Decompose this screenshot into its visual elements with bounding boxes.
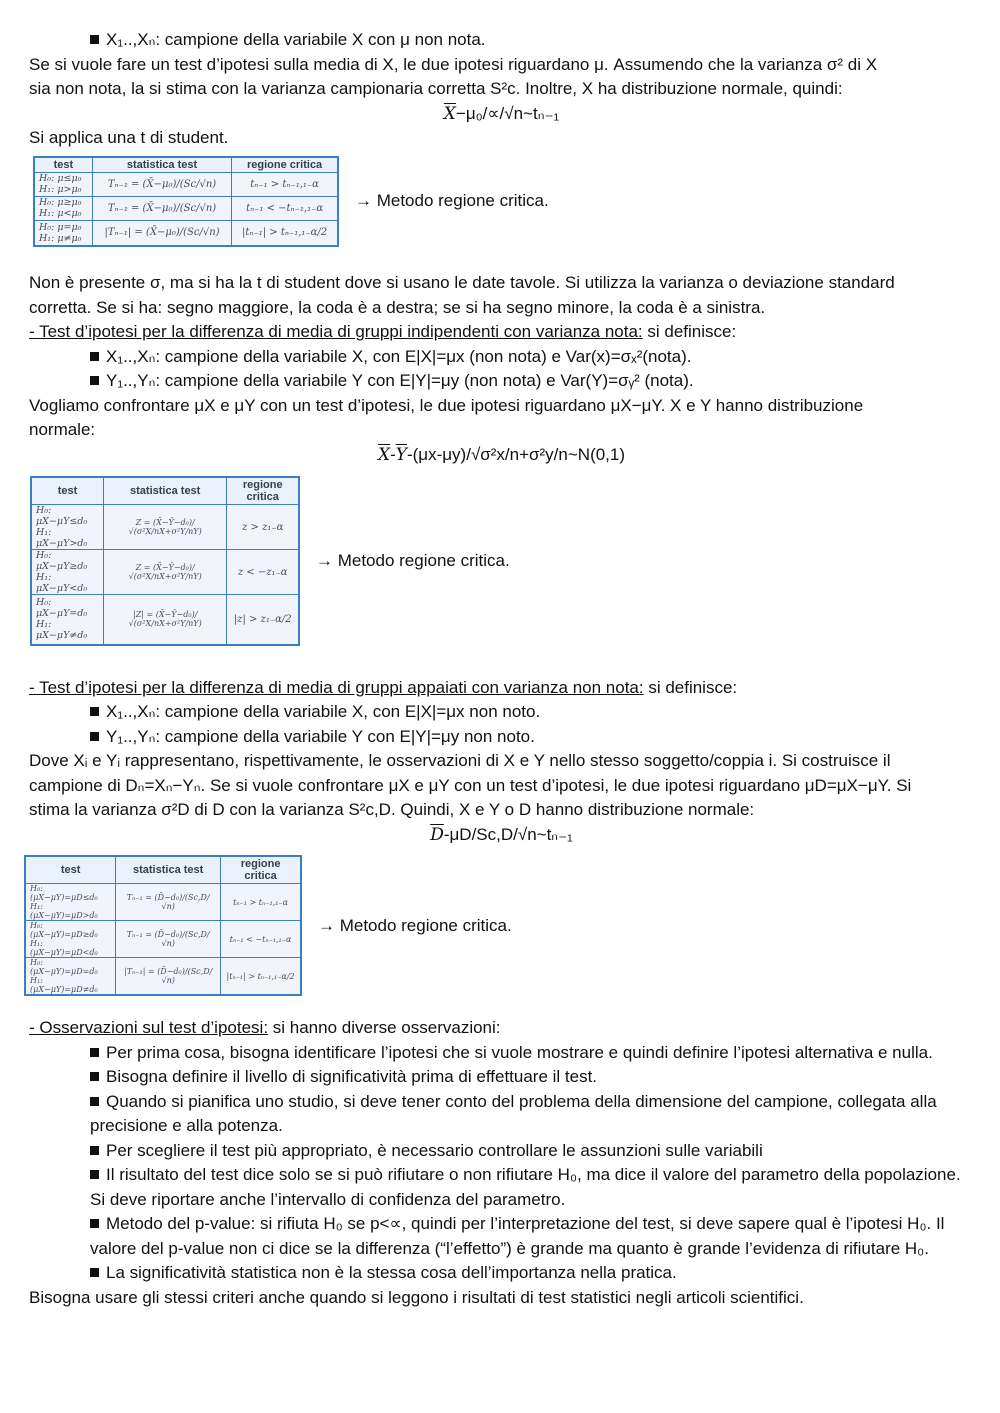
list-item — [29, 1163, 974, 1212]
table-cell: Z = (X̄−Ȳ−d₀)/√(σ²X/nX+σ²Y/nY) — [103, 505, 226, 550]
table-row — [25, 958, 301, 996]
arrow-note: → Metodo regione critica. — [318, 915, 512, 935]
list-item — [29, 369, 974, 394]
paragraph-line: Vogliamo confrontare μX e μY con un test d’ipotesi, le due ipotesi riguardano μX−μY. X e Y hanno distribuzione — [29, 395, 864, 415]
document-page — [29, 28, 974, 1310]
list-item-text: Il risultato del test dice solo se si può rifiutare o non rifiutare H₀, ma dice il valore del parametro della popolazione. Si deve riportare anche l’intervallo di confidenza del parametro. — [90, 1165, 961, 1209]
table-cell: |tₙ₋₁| > tₙ₋₁,₁₋α/2 — [232, 220, 338, 246]
section-heading — [29, 676, 974, 701]
list-item — [29, 1212, 974, 1261]
formula-text: -(μx-μy)/√σ²x/n+σ²y/n~N(0,1) — [406, 444, 626, 464]
formula-overline: $\overline{D}$ — [430, 824, 444, 845]
list-item — [29, 345, 974, 370]
table-cell — [31, 505, 103, 550]
hypothesis-table — [33, 156, 339, 248]
formula — [29, 102, 974, 127]
list-item-text: Y₁..,Yₙ: campione della variabile Y con E|Y|=μy (non nota) e Var(Y)=σᵧ² (nota). — [106, 371, 694, 390]
paragraph-line: corretta. Se si ha: segno maggiore, la coda è a destra; se si ha segno minore, la coda è a sinistra. — [29, 297, 766, 317]
table-header: regione critica — [221, 856, 301, 884]
formula-text: −μ₀/∝/√n~tₙ₋₁ — [455, 103, 560, 123]
table-header: statistica test — [103, 477, 226, 505]
table-row — [25, 884, 301, 921]
table-header: statistica test — [116, 856, 221, 884]
list-item-text: X₁..,Xₙ: campione della variabile X con μ non nota. — [106, 30, 486, 49]
table-cell: z > z₁₋α — [227, 505, 299, 550]
list-item — [29, 700, 974, 725]
hypothesis-h0: H₀: μX−μY≤d₀ — [36, 505, 88, 527]
hypothesis-h0: H₀: μ≥μ₀ — [39, 197, 82, 208]
list-item — [29, 1041, 974, 1066]
bullet-square-icon — [90, 1268, 99, 1277]
table-cell: |z| > z₁₋α/2 — [227, 595, 299, 645]
table-cell — [25, 921, 116, 958]
table-header: regione critica — [232, 157, 338, 173]
heading-underlined: - Test d’ipotesi per la differenza di media di gruppi indipendenti con varianza nota: — [29, 322, 643, 341]
table-header-row — [25, 856, 301, 884]
paragraph-line: Si applica una t di student. — [29, 128, 229, 147]
heading-tail: si hanno diverse osservazioni: — [268, 1018, 501, 1037]
list-item-text: Per scegliere il test più appropriato, è necessario controllare le assunzioni sulle variabili — [106, 1140, 763, 1160]
table-cell: |Tₙ₋₁| = (X̄−μ₀)/(Sc/√n) — [92, 220, 231, 246]
table-cell: Tₙ₋₁ = (D̄−d₀)/(Sc,D/√n) — [116, 884, 221, 921]
arrow-note: → Metodo regione critica. — [316, 550, 510, 570]
hypothesis-h1: H₁: μX−μY<d₀ — [36, 572, 88, 594]
list-item-text: Y₁..,Yₙ: campione della variabile Y con E|Y|=μy non noto. — [106, 726, 535, 746]
hypothesis-table — [30, 476, 300, 646]
table-cell — [31, 550, 103, 595]
heading-tail: si definisce: — [643, 677, 738, 697]
table-header: test — [31, 477, 103, 505]
hypothesis-h1: H₁: μX−μY>d₀ — [36, 527, 88, 549]
formula-text: - — [390, 444, 396, 464]
hypothesis-h1: H₁: (μX−μY)=μD≠d₀ — [30, 976, 98, 994]
paragraph-line: normale: — [29, 420, 96, 439]
hypothesis-h1: H₁: μ≠μ₀ — [39, 232, 82, 244]
hypothesis-table — [24, 855, 302, 996]
table-header: test — [25, 856, 116, 884]
hypothesis-h0: H₀: (μX−μY)=μD≥d₀ — [30, 921, 98, 939]
arrow-note: → Metodo regione critica. — [355, 191, 549, 211]
table-row — [31, 505, 299, 550]
list-item — [29, 1065, 974, 1090]
table-cell — [31, 595, 103, 645]
formula-overline: $\overline{X}$ — [377, 444, 391, 465]
hypothesis-h1: H₁: (μX−μY)=μD>d₀ — [30, 902, 98, 920]
list-item-text: Per prima cosa, bisogna identificare l’ipotesi che si vuole mostrare e quindi definire l’ipotesi alternativa e nulla. — [106, 1042, 933, 1062]
bullet-square-icon — [90, 376, 99, 385]
bullet-square-icon — [90, 732, 99, 741]
list-item-text: Bisogna definire il livello di significatività prima di effettuare il test. — [106, 1067, 598, 1086]
bullet-square-icon — [90, 1048, 99, 1057]
table-cell: Tₙ₋₁ = (X̄−μ₀)/(Sc/√n) — [92, 172, 231, 196]
hypothesis-h1: H₁: μ<μ₀ — [39, 208, 82, 219]
table-cell — [34, 196, 92, 220]
heading-tail: si definisce: — [642, 322, 737, 341]
list-item-text: Metodo del p-value: si rifiuta H₀ se p<∝, quindi per l’interpretazione del test, si deve sapere qual è l’ipotesi H₀. Il valore del p-value non ci dice se la differenza (“l’effetto”) è grande ma quanto è grande l’evidenza di rifiutare H₀. — [90, 1214, 945, 1258]
table-header: test — [34, 157, 92, 173]
list-item — [29, 1261, 974, 1286]
hypothesis-h0: H₀: μ≤μ₀ — [39, 173, 82, 184]
bullet-square-icon — [90, 1219, 99, 1228]
formula — [29, 443, 974, 468]
formula-overline: $\overline{Y}$ — [395, 444, 407, 465]
table-cell — [34, 172, 92, 196]
table-cell: Tₙ₋₁ = (X̄−μ₀)/(Sc/√n) — [92, 196, 231, 220]
paragraph-line: stima la varianza σ²D di D con la varianza S²c,D. Quindi, X e Y o D hanno distribuzione normale: — [29, 800, 755, 819]
table-row — [34, 172, 338, 196]
table-cell: z < −z₁₋α — [227, 550, 299, 595]
list-item — [29, 28, 974, 53]
list-item-text: La significatività statistica non è la stessa cosa dell’importanza nella pratica. — [106, 1263, 677, 1282]
table-cell: tₙ₋₁ < −tₙ₋₁,₁₋α — [232, 196, 338, 220]
table-cell — [34, 220, 92, 246]
list-item — [29, 725, 974, 750]
paragraph-line: sia non nota, la si stima con la varianza campionaria corretta S²c. Inoltre, X ha distribuzione normale, quindi: — [29, 79, 843, 98]
bullet-square-icon — [90, 1146, 99, 1155]
list-item-text: X₁..,Xₙ: campione della variabile X, con E|X|=μx non noto. — [106, 702, 541, 721]
paragraph-line: Non è presente σ, ma si ha la t di student dove si usano le date tavole. Si utilizza la varianza o deviazione standard — [29, 273, 895, 292]
table-cell: tₙ₋₁ > tₙ₋₁,₁₋α — [221, 884, 301, 921]
table-cell — [25, 884, 116, 921]
table-row — [34, 220, 338, 246]
bullet-square-icon — [90, 1170, 99, 1179]
formula-overline: $\overline{X}$ — [443, 103, 456, 124]
paragraph-line: Se si vuole fare un test d’ipotesi sulla media di X, le due ipotesi riguardano μ. Assumendo che la varianza σ² di X — [29, 54, 878, 74]
formula-text: -μD/Sc,D/√n~tₙ₋₁ — [443, 824, 573, 844]
hypothesis-h0: H₀: (μX−μY)=μD=d₀ — [30, 958, 98, 976]
paragraph-line: Bisogna usare gli stessi criteri anche quando si leggono i risultati di test statistici negli articoli scientifici. — [29, 1287, 804, 1307]
bullet-square-icon — [90, 352, 99, 361]
heading-underlined: - Test d’ipotesi per la differenza di media di gruppi appaiati con varianza non nota: — [29, 677, 644, 697]
bullet-square-icon — [90, 35, 99, 44]
table-cell: |Tₙ₋₁| = (D̄−d₀)/(Sc,D/√n) — [116, 958, 221, 996]
list-item-text: Quando si pianifica uno studio, si deve tener conto del problema della dimensione del campione, collegata alla precisione e alla potenza. — [90, 1091, 937, 1135]
table-block — [30, 476, 974, 646]
table-cell: Z = (X̄−Ȳ−d₀)/√(σ²X/nX+σ²Y/nY) — [103, 550, 226, 595]
hypothesis-h1: H₁: (μX−μY)=μD<d₀ — [30, 939, 98, 957]
table-row — [31, 595, 299, 645]
hypothesis-h0: H₀: μX−μY=d₀ — [36, 597, 88, 620]
bullet-square-icon — [90, 1097, 99, 1106]
hypothesis-h0: H₀: μX−μY≥d₀ — [36, 550, 88, 572]
section-heading — [29, 320, 974, 345]
table-block — [24, 855, 974, 996]
table-cell: Tₙ₋₁ = (D̄−d₀)/(Sc,D/√n) — [116, 921, 221, 958]
bullet-square-icon — [90, 1072, 99, 1081]
table-cell: tₙ₋₁ < −tₙ₋₁,₁₋α — [221, 921, 301, 958]
table-cell: tₙ₋₁ > tₙ₋₁,₁₋α — [232, 172, 338, 196]
hypothesis-h0: H₀: (μX−μY)=μD≤d₀ — [30, 884, 98, 902]
hypothesis-h0: H₀: μ=μ₀ — [39, 221, 82, 233]
bullet-square-icon — [90, 707, 99, 716]
table-row — [25, 921, 301, 958]
heading-underlined: - Osservazioni sul test d’ipotesi: — [29, 1018, 269, 1037]
table-cell: |tₙ₋₁| > tₙ₋₁,₁₋α/2 — [221, 958, 301, 996]
table-block — [33, 156, 974, 248]
section-heading — [29, 1016, 974, 1041]
hypothesis-h1: H₁: μ>μ₀ — [39, 184, 82, 195]
hypothesis-h1: H₁: μX−μY≠d₀ — [36, 619, 88, 642]
table-header: regione critica — [227, 477, 299, 505]
paragraph-line: campione di Dₙ=Xₙ−Yₙ. Se si vuole confrontare μX e μY con un test d’ipotesi, le due ipotesi riguardano μD=μX−μY. Si — [29, 775, 912, 795]
table-header-row — [31, 477, 299, 505]
list-item — [29, 1090, 974, 1139]
list-item-text: X₁..,Xₙ: campione della variabile X, con E|X|=μx (non nota) e Var(x)=σₓ²(nota). — [106, 346, 692, 366]
table-row — [31, 550, 299, 595]
paragraph-line: Dove Xᵢ e Yᵢ rappresentano, rispettivamente, le osservazioni di X e Y nello stesso soggetto/coppia i. Si costruisce il — [29, 751, 891, 770]
list-item — [29, 1139, 974, 1164]
table-row — [34, 196, 338, 220]
table-header: statistica test — [92, 157, 231, 173]
table-cell: |Z| = (X̄−Ȳ−d₀)/√(σ²X/nX+σ²Y/nY) — [103, 595, 226, 645]
table-header-row — [34, 157, 338, 173]
formula — [29, 823, 974, 848]
table-cell — [25, 958, 116, 996]
